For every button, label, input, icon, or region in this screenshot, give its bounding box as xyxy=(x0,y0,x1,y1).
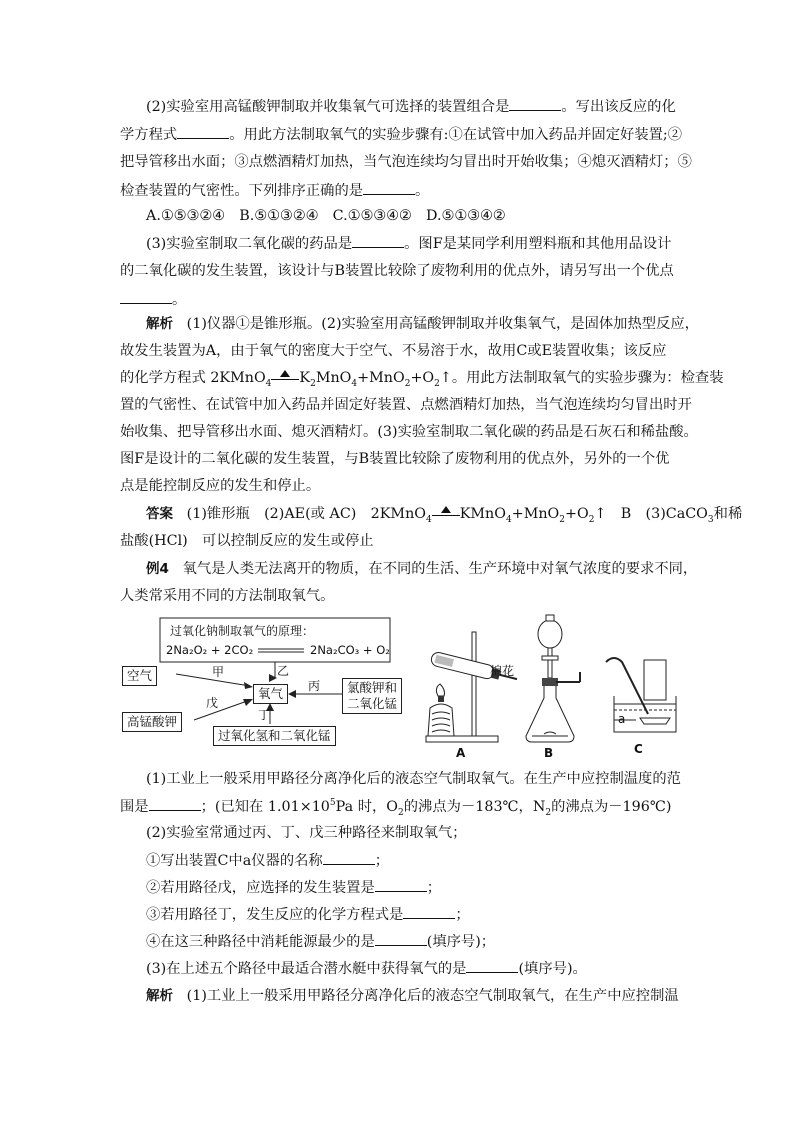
route-bing-label: 丙 xyxy=(308,679,321,693)
q3-line-2: 的二氧化碳的发生装置，该设计与B装置比较除了废物利用的优点外，请另写出一个优点 xyxy=(120,263,674,279)
example4-line-1: 例4 氧气是人类无法离开的物质，在不同的生活、生产环境中对氧气浓度的要求不同， xyxy=(146,561,698,577)
answer-blank xyxy=(403,904,455,919)
routes-diagram xyxy=(120,616,406,758)
apparatus-c xyxy=(600,652,680,760)
q4-part3: (3)在上述五个路径中最适合潜水艇中获得氧气的是 (填序号)。 xyxy=(146,958,680,979)
answer-blank xyxy=(352,233,404,248)
cotton-label: 棉花 xyxy=(490,664,515,678)
principle-title: 过氧化钠制取氧气的原理： xyxy=(170,624,315,638)
apparatus-b xyxy=(520,612,590,760)
route-wu-label: 戊 xyxy=(206,696,219,710)
h2o2-box: 过氧化氢和二氧化锰 xyxy=(213,726,336,746)
route-yi-label: 乙 xyxy=(277,664,290,678)
principle-equation-right: 2Na₂CO₃ + O₂ xyxy=(310,643,390,657)
analysis-line-2: 故发生装置为A，由于氧气的密度大于空气、不易溶于水，故用C或E装置收集；该反应 xyxy=(120,343,667,359)
answer-blank xyxy=(149,796,201,811)
answer-blank xyxy=(509,96,561,111)
analysis2-heading: 解析 xyxy=(146,988,173,1004)
q2-line-2: 学方程式 。用此方法制取氧气的实验步骤有:①在试管中加入药品并固定好装置;② xyxy=(120,124,680,145)
q4-part2-c: ③若用路径丁，发生反应的化学方程式是 ； xyxy=(146,904,680,925)
example4-heading: 例4 xyxy=(146,561,169,577)
answer-blank xyxy=(466,958,518,973)
q2-line-1: (2)实验室用高锰酸钾制取并收集氧气可选择的装置组合是 。写出该反应的化 xyxy=(146,96,680,117)
air-box: 空气 xyxy=(122,666,157,686)
route-jia-label: 甲 xyxy=(212,665,225,679)
answer-blank xyxy=(323,850,375,865)
q3-line-1: (3)实验室制取二氧化碳的药品是 。图F是某同学利用塑料瓶和其他用品设计 xyxy=(146,233,680,254)
heating-arrow xyxy=(271,369,299,380)
q2-line-4: 检查装置的气密性。下列排序正确的是 。 xyxy=(120,180,680,201)
answer-line-1: 答案 (1)锥形瓶 (2)AE(或 AC) 2KMnO$_4$ $KMnO_4+MnO_2+O_2↑$ B (3)CaCO$_3$和稀 xyxy=(146,506,743,525)
example4-line-2: 人类常采用不同的方法制取氧气。 xyxy=(120,588,335,604)
apparatus-a-label: A xyxy=(456,746,466,760)
analysis-line-3: 的化学方程式 2KMnO$_4$ $K_2MnO_4+MnO_2+O_2↑$。用此方法制取氧气的实验步骤为：检查装 xyxy=(120,370,724,389)
q4-part2-a: ①写出装置C中a仪器的名称 ； xyxy=(146,850,680,871)
answer-line-2: 盐酸(HCl) 可以控制反应的发生或停止 xyxy=(120,533,374,549)
analysis-line-5: 始收集、把导管移出水面、熄灭酒精灯。(3)实验室制取二氧化碳的药品是石灰石和稀盐酸。 xyxy=(120,424,698,440)
analysis-line-6: 图F是设计的二氧化碳的发生装置，与B装置比较除了废物利用的优点外，另外的一个优 xyxy=(120,451,670,467)
q2-options: A.①⑤③②④ B.⑤①③②④ C.①⑤③④② D.⑤①③④② xyxy=(146,208,506,224)
oxygen-box: 氧气 xyxy=(253,684,288,704)
apparatus-b-drawing xyxy=(520,612,590,748)
answer-heading: 答案 xyxy=(146,506,173,522)
analysis-line-1: 解析 (1)仪器①是锥形瓶。(2)实验室用高锰酸钾制取并收集氧气，是固体加热型反应， xyxy=(146,316,699,332)
apparatus-a xyxy=(420,628,520,760)
answer-blank xyxy=(120,289,172,304)
kclo3-box: 氯酸钾和 二氧化锰 xyxy=(342,678,402,714)
analysis-line-7: 点是能控制反应的发生和停止。 xyxy=(120,478,321,494)
answer-blank xyxy=(363,180,415,195)
q3-line-3: 。 xyxy=(120,289,680,310)
answer-blank xyxy=(375,931,427,946)
heating-arrow xyxy=(432,505,460,516)
apparatus-b-label: B xyxy=(544,746,554,760)
q4-part2-b: ②若用路径戊，应选择的发生装置是 ； xyxy=(146,877,680,898)
analysis-line-4: 置的气密性、在试管中加入药品并固定好装置、点燃酒精灯加热，当气泡连续均匀冒出时开 xyxy=(120,397,692,413)
q4-part2-intro: (2)实验室常通过丙、丁、戊三种路径来制取氧气； xyxy=(146,825,467,841)
q2-line-3: 把导管移出水面；③点燃酒精灯加热，当气泡连续均匀冒出时开始收集；④熄灭酒精灯；⑤ xyxy=(120,154,692,170)
principle-equation-left: 2Na₂O₂ + 2CO₂ xyxy=(166,643,254,657)
route-ding-label: 丁 xyxy=(258,708,271,722)
analysis-heading: 解析 xyxy=(146,316,173,332)
apparatus-c-label: C xyxy=(634,742,643,756)
q4-part2-d: ④在这三种路径中消耗能源最少的是 (填序号)； xyxy=(146,931,680,952)
q4-line-2: 围是 ；(已知在 $1.01\times 10^5Pa$ 时，$O_2$的沸点为－183℃，$N_2$的沸点为－196℃) xyxy=(120,796,680,817)
label-a: a xyxy=(618,712,626,726)
answer-blank xyxy=(375,877,427,892)
apparatus-c-drawing xyxy=(600,652,680,748)
answer-blank xyxy=(177,124,229,139)
q4-line-1: (1)工业上一般采用甲路径分离净化后的液态空气制取氧气。在生产中应控制温度的范 xyxy=(146,771,681,787)
analysis2-line-1: 解析 (1)工业上一般采用甲路径分离净化后的液态空气制取氧气，在生产中应控制温 xyxy=(146,988,679,1004)
kmno4-box: 高锰酸钾 xyxy=(122,712,182,732)
apparatus-a-drawing xyxy=(420,628,520,760)
